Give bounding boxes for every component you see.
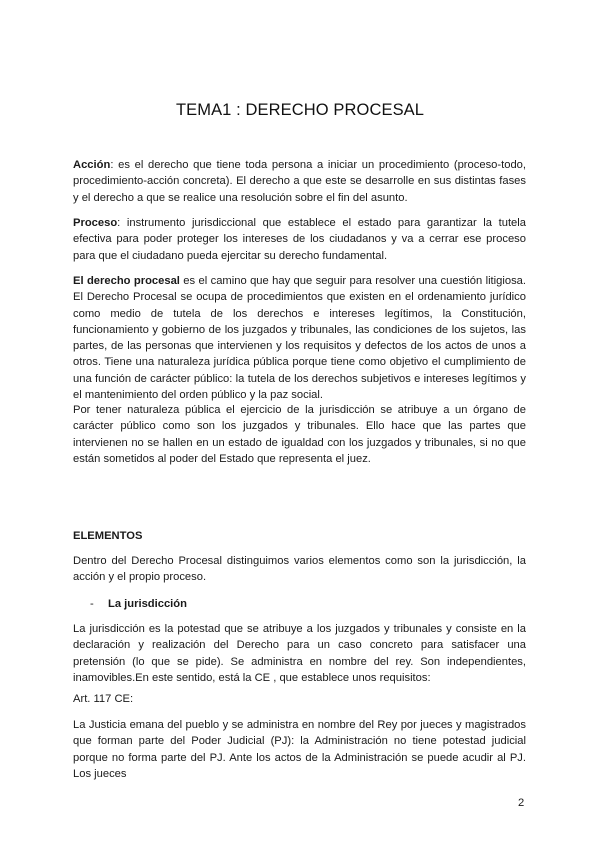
term-proceso: Proceso bbox=[73, 217, 118, 229]
paragraph-article-117: La Justicia emana del pueblo y se administra en nombre del Rey por jueces y magistrados que forman parte del Poder Judicial (PJ): la Administración no tiene potestad judicial porque no forma parte del PJ. Ante los actos de la Administración se puede acudir al PJ. Los jueces bbox=[73, 719, 526, 780]
paragraph-proceso bbox=[73, 215, 526, 264]
paragraph-derecho-procesal bbox=[73, 273, 526, 403]
paragraph-accion bbox=[73, 157, 526, 206]
text-accion: : es el derecho que tiene toda persona a iniciar un procedimiento (proceso-todo, procedimiento-acción concreta). El derecho a que este se desarrolle en sus distintas fases y el derecho a que se realice una resolución sobre el fin del asunto. bbox=[73, 159, 526, 204]
bullet-jurisdiccion bbox=[90, 598, 187, 610]
term-accion: Acción bbox=[73, 159, 111, 171]
page-number: 2 bbox=[518, 797, 525, 809]
article-reference: Art. 117 CE: bbox=[73, 693, 134, 705]
paragraph-elementos-intro: Dentro del Derecho Procesal distinguimos varios elementos como son la jurisdicción, la acción y el propio proceso. bbox=[73, 555, 526, 584]
term-derecho-procesal: El derecho procesal bbox=[73, 275, 180, 287]
page-title: TEMA1 : DERECHO PROCESAL bbox=[175, 101, 425, 119]
text-proceso: : instrumento jurisdiccional que establece el estado para garantizar la tutela efectiva para poder proteger los intereses de los ciudadanos y va a cerrar ese proceso para que el ciudadano pueda ejercitar su derecho fundamental. bbox=[73, 217, 526, 262]
section-heading-elementos: ELEMENTOS bbox=[73, 530, 143, 542]
paragraph-naturaleza: Por tener naturaleza pública el ejercicio de la jurisdicción se atribuye a un órgano de carácter público como son los juzgados y tribunales. Ello hace que las partes que intervienen no se hallen en un estado de igualdad con los juzgados y tribunales, si no que están sometidos al poder del Estado que representa el juez. bbox=[73, 404, 526, 465]
text-derecho-procesal: es el camino que hay que seguir para resolver una cuestión litigiosa. El Derecho Procesal se ocupa de procedimientos que existen en el ordenamiento jurídico como medio de tutela de los derechos e intereses legítimos, la Constitución, funcionamiento y gobierno de los juzgados y tribunales, las condiciones de los sujetos, las partes, de las personas que intervienen y los requisitos y defectos de los actos de unos a otros. Tiene una naturaleza jurídica pública porque tiene como objetivo el cumplimiento de una función de carácter público: la tutela de los derechos subjetivos e intereses legítimos y el mantenimiento del orden público y la paz social. bbox=[73, 275, 526, 402]
paragraph-jurisdiccion: La jurisdicción es la potestad que se atribuye a los juzgados y tribunales y consiste en la declaración y realización del Derecho para un caso concreto para satisfacer una pretensión (lo que se pide). Se administra en nombre del rey. Son independientes, inamovibles.En este sentido, está la CE , que establece unos requisitos: bbox=[73, 623, 526, 684]
bullet-label: La jurisdicción bbox=[108, 598, 187, 610]
bullet-dash: - bbox=[90, 598, 94, 610]
